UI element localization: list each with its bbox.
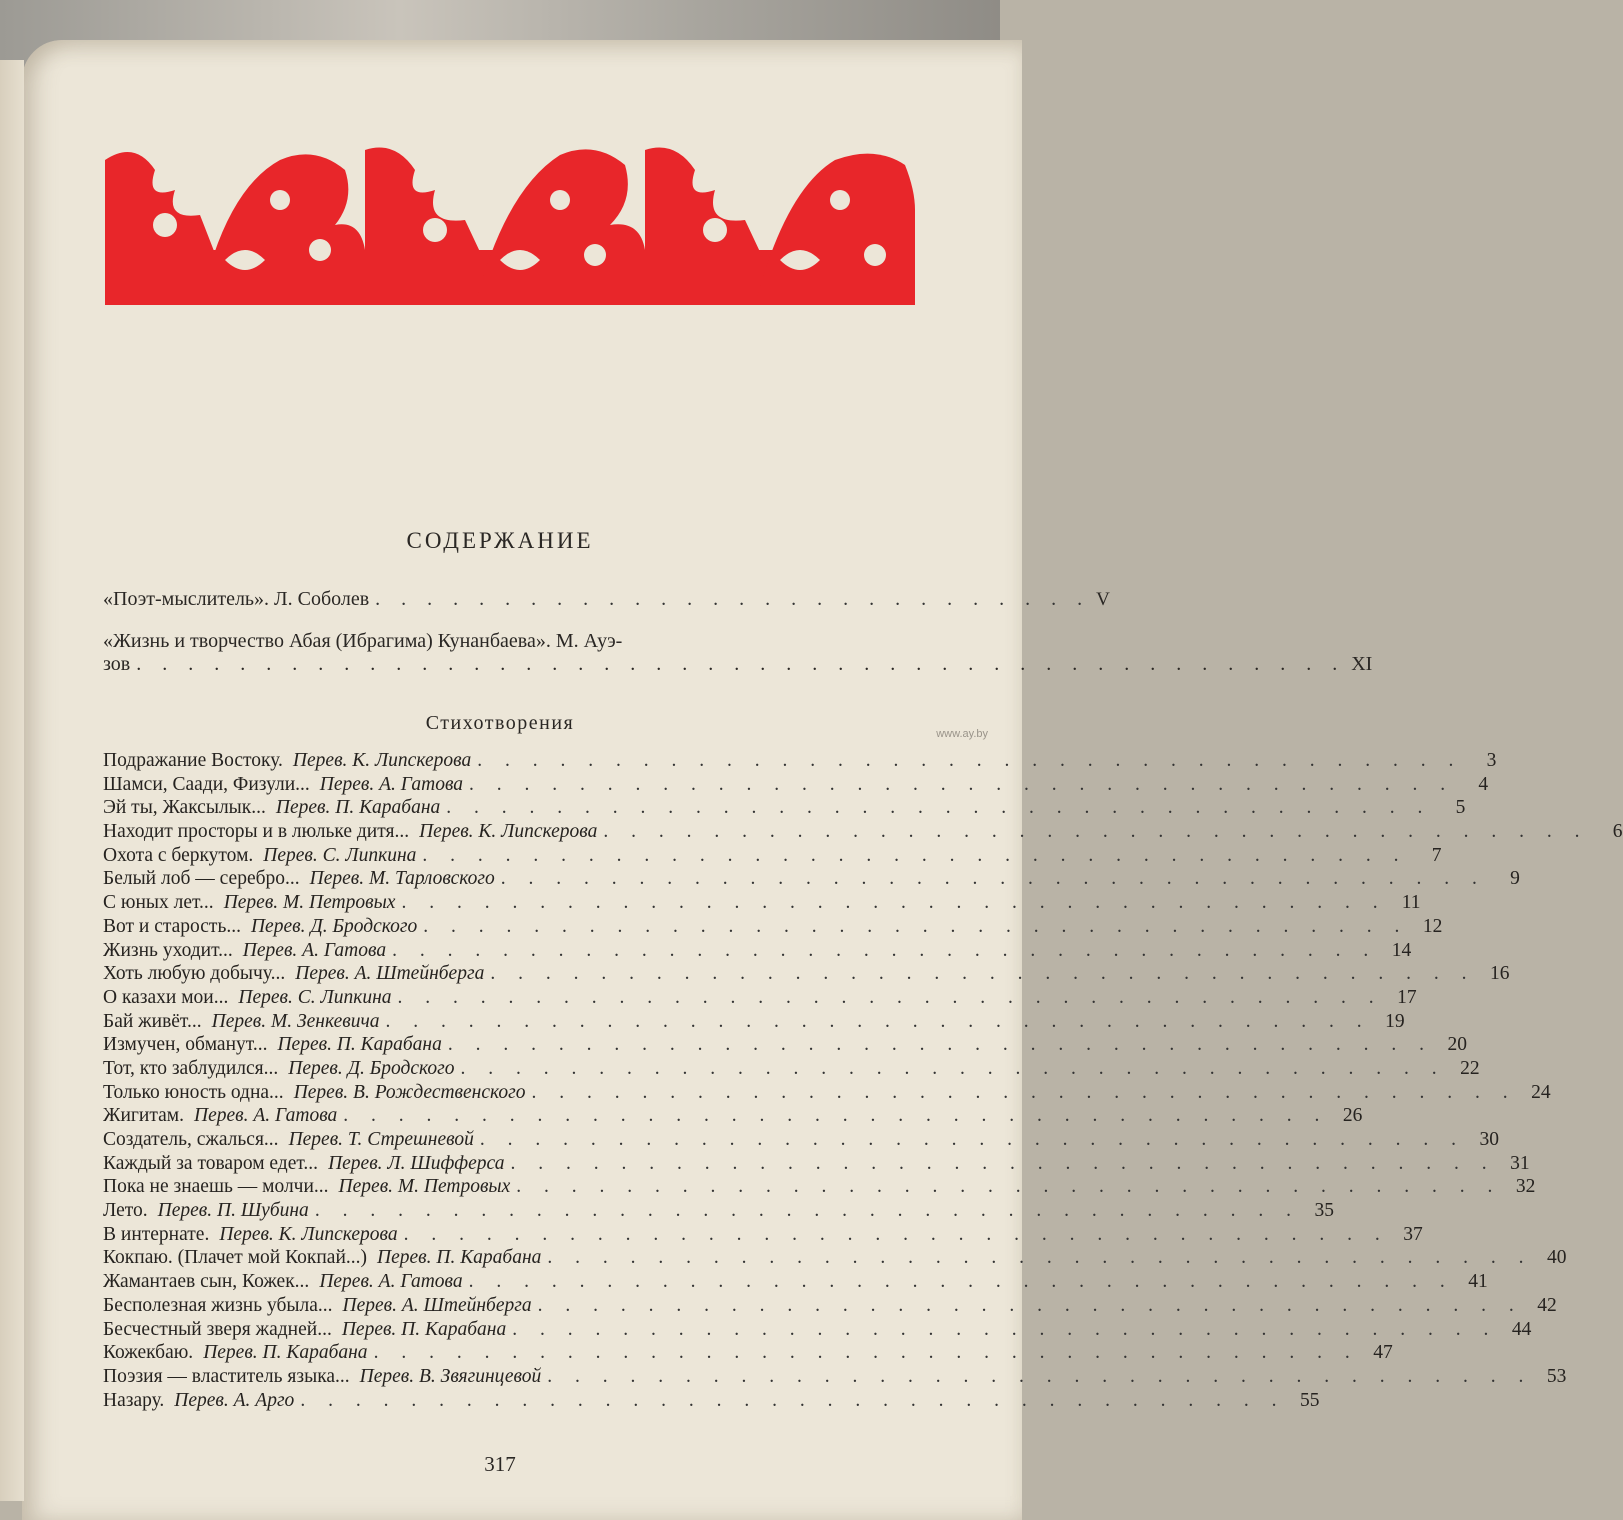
leader-dots: . . . . . . . . . . . . . . . . . . . . . . . . . . . . . . . . . . . . xyxy=(468,1271,1454,1293)
toc-row xyxy=(103,1294,1557,1319)
toc-row xyxy=(103,773,1489,798)
intro-entry xyxy=(103,630,1373,676)
section-title: Стихотворения xyxy=(425,712,575,734)
leader-dots: . . . . . . . . . . . . . . . . . . . . . . . . . . . . . . . . . . . . xyxy=(500,868,1486,890)
toc-translator: Перев. П. Карабана xyxy=(341,1318,507,1340)
toc-page: 3 xyxy=(1486,750,1497,771)
toc-row xyxy=(103,1247,1567,1271)
leader-dots: . . . . . . . . . . . . . . . . . . . . . . . . . . . . . . . . . . . . xyxy=(603,821,1589,843)
leader-dots: . . . . . . . . . . . . . . . . . . . . . . . . . . . . . . . . . . . . xyxy=(401,892,1387,914)
toc-title: Жигитам. xyxy=(103,1105,184,1127)
toc-title: Жизнь уходит... xyxy=(103,939,233,961)
toc-title: Бесчестный зверя жадней... xyxy=(103,1318,332,1340)
toc-title: Хоть любую добычу... xyxy=(103,963,286,985)
toc-translator: Перев. А. Штейнберга xyxy=(342,1294,532,1316)
toc-title: Эй ты, Жаксылык... xyxy=(103,797,266,819)
toc-translator: Перев. М. Тарловского xyxy=(309,868,495,890)
intro-entry-page: V xyxy=(1096,589,1110,610)
leader-dots: . . . . . . . . . . . . . . . . . . . . . . . . . . . . . . . . . . . . xyxy=(479,1129,1465,1150)
toc-page: 37 xyxy=(1403,1223,1423,1245)
toc-title: Лето. xyxy=(103,1200,148,1222)
leader-dots: . . . . . . . . . . . . . . . . . . . . . . . . . . . . . . . . . . . . xyxy=(392,939,1378,961)
leader-dots: . . . . . . . . . . . . . . . . . . . . . . . . . . . . . . . . . . . . xyxy=(469,773,1455,795)
leader-dots: . . . . . . . . . . . . . . . . . . . . . . . . . . . . . . . . . . . . xyxy=(423,915,1409,937)
leader-dots: . . . . . . . . . . . . . . . . . . . . . . . . . . . . . . . . . . . . xyxy=(477,750,1463,771)
page-number: 317 xyxy=(484,1452,516,1476)
toc-row xyxy=(103,1342,1393,1366)
toc-title: Бай живёт... xyxy=(103,1010,202,1032)
leader-dots: . . . . . . . . . . . . . . . . . . . . . . . . . . . . . . . . . . . . xyxy=(447,1034,1433,1056)
toc-translator: Перев. К. Липскерова xyxy=(419,821,598,843)
leader-dots: . . . . . . . . . . . . . . . . . . . . . . . . . . . . . . . . . . . . xyxy=(300,1389,1286,1411)
toc-page: 35 xyxy=(1314,1200,1334,1222)
toc-translator: Перев. П. Шубина xyxy=(157,1200,309,1222)
leader-dots: . . . . . . . . . . . . . . . . . . . . . . . . . . . . . . . . . . . . xyxy=(490,963,1476,985)
leader-dots: . . . . . . . . . . . . . . . . . . . . . . . . . . . . . . . . . . . . xyxy=(547,1247,1533,1269)
leader-dots: . . . . . . . . . . . . . . . . . . . . . . . . . . . . . . . . . . . . xyxy=(343,1105,1329,1127)
toc-translator: Перев. А. Гатова xyxy=(242,939,387,961)
toc-page: 7 xyxy=(1431,844,1442,866)
toc-row xyxy=(103,1152,1530,1177)
toc-row xyxy=(103,1105,1363,1129)
toc-title: Белый лоб — серебро... xyxy=(103,868,300,890)
toc-title: Создатель, сжалься... xyxy=(103,1129,279,1150)
toc-row xyxy=(103,892,1421,916)
toc-translator: Перев. В. Звягинцевой xyxy=(359,1365,542,1387)
leader-dots: . . . . . . . . . . . . . . . . . . . . . . . . . . . . . . . . . . . . xyxy=(385,1010,1371,1032)
table-of-contents xyxy=(103,750,1623,1413)
toc-row xyxy=(103,1365,1567,1390)
toc-row xyxy=(103,1081,1551,1106)
toc-title: Охота с беркутом. xyxy=(103,844,254,866)
toc-page: 17 xyxy=(1397,986,1417,1008)
toc-row xyxy=(103,1389,1320,1414)
intro-entry-title: «Жизнь и творчество Абая (Ибрагима) Кунанбаева». М. Ауэ- xyxy=(103,630,623,652)
leader-dots: . . . . . . . . . . . . . . . . . . . . . . . . . . . . . . . . . . . . xyxy=(314,1200,1300,1222)
toc-translator: Перев. М. Петровых xyxy=(338,1176,511,1198)
toc-page: 55 xyxy=(1299,1389,1320,1411)
toc-row xyxy=(103,868,1520,892)
toc-row xyxy=(103,1057,1480,1082)
toc-page: 32 xyxy=(1515,1176,1536,1198)
toc-page: 12 xyxy=(1422,915,1443,937)
ornament-banner-icon xyxy=(105,130,915,305)
toc-title: Пока не знаешь — молчи... xyxy=(103,1176,329,1198)
toc-row xyxy=(103,1176,1536,1200)
toc-row xyxy=(103,939,1412,964)
leader-dots: . . . . . . . . . . . . . . . . . . . . . . . . . . . . . . . . . . . . xyxy=(422,844,1408,866)
leader-dots: . . . . . . . . . . . . . . . . . . . . . . . . . . . . . . . . . . . . xyxy=(373,1342,1359,1364)
toc-title: Бесполезная жизнь убыла... xyxy=(103,1294,333,1316)
intro-entry-title: «Поэт-мыслитель». Л. Соболев xyxy=(103,588,370,610)
toc-title: Кожекбаю. xyxy=(103,1342,194,1364)
leader-dots: . . . . . . . . . . . . . . . . . . . . . . . . . . . . . . . . . . . . xyxy=(512,1318,1498,1340)
page-title: СОДЕРЖАНИЕ xyxy=(406,528,594,553)
intro-entry xyxy=(103,588,1110,611)
toc-title: Тот, кто заблудился... xyxy=(103,1057,279,1079)
toc-page: 44 xyxy=(1511,1318,1532,1340)
toc-page: 14 xyxy=(1391,939,1412,961)
toc-row xyxy=(103,986,1417,1011)
leader-dots: . . . . . . . . . . . . . . . . . . . . . . . . . . . . . . . . . . . . xyxy=(397,986,1383,1008)
toc-row xyxy=(103,1271,1488,1295)
leader-dots: . . . . . . . . . . . . . . . . . . . . . . . . . . . . . . . . . . . . xyxy=(547,1365,1533,1387)
toc-row xyxy=(103,750,1497,774)
watermark: www.ay.by xyxy=(936,728,988,740)
toc-page: 16 xyxy=(1489,963,1510,985)
toc-row xyxy=(103,1318,1532,1343)
toc-page: 22 xyxy=(1460,1057,1480,1079)
toc-title: Только юность одна... xyxy=(103,1081,284,1103)
toc-translator: Перев. А. Гатова xyxy=(193,1105,338,1127)
toc-translator: Перев. Л. Шифферса xyxy=(328,1152,505,1174)
toc-translator: Перев. П. Карабана xyxy=(377,1247,542,1269)
toc-page: 4 xyxy=(1478,773,1489,795)
toc-translator: Перев. А. Гатова xyxy=(319,773,464,795)
toc-title: Подражание Востоку. xyxy=(103,750,283,771)
toc-row xyxy=(103,797,1466,821)
toc-translator: Перев. К. Липскерова xyxy=(219,1223,398,1245)
toc-row xyxy=(103,821,1623,845)
toc-page: 53 xyxy=(1546,1365,1567,1387)
leader-dots: . . . . . . . . . . . . . . . . . . . . . . . . . . . . . . . . . . . . xyxy=(531,1081,1517,1103)
toc-page: 9 xyxy=(1510,868,1520,890)
toc-translator: Перев. П. Карабана xyxy=(203,1342,368,1364)
leader-dots: . . . . . . . . . . . . . . . . . . . . . . . . . . . . . . . . . . . . xyxy=(446,797,1432,819)
toc-translator: Перев. А. Арго xyxy=(174,1389,295,1411)
toc-page: 19 xyxy=(1385,1010,1405,1032)
page-edge xyxy=(0,60,24,1501)
toc-translator: Перев. А. Штейнберга xyxy=(295,963,485,985)
toc-title: Измучен, обманут... xyxy=(103,1034,268,1056)
leader-dots: . . . . . . . . . . . . . . . . . . . . . . . . . . . . . . . . . . . . xyxy=(537,1294,1523,1316)
toc-translator: Перев. Т. Стрешневой xyxy=(288,1129,474,1150)
leader-dots: . . . . . . . . . . . . . . . . . . . . . . . . . . . . xyxy=(375,588,1091,610)
toc-translator: Перев. А. Гатова xyxy=(319,1271,463,1293)
toc-page: 30 xyxy=(1479,1129,1499,1150)
toc-title: Поэзия — властитель языка... xyxy=(103,1365,350,1387)
toc-title: В интернате. xyxy=(103,1223,210,1245)
toc-page: 31 xyxy=(1510,1152,1530,1174)
toc-page: 41 xyxy=(1468,1271,1488,1293)
leader-dots: . . . . . . . . . . . . . . . . . . . . . . . . . . . . . . . . . . . . xyxy=(460,1057,1446,1079)
toc-page: 42 xyxy=(1537,1294,1557,1316)
toc-page: 26 xyxy=(1342,1105,1363,1127)
toc-translator: Перев. Д. Бродского xyxy=(250,915,418,937)
toc-title: Жамантаев сын, Кожек... xyxy=(103,1271,310,1293)
toc-page: 20 xyxy=(1447,1034,1467,1056)
toc-row xyxy=(103,1129,1499,1153)
toc-page: 40 xyxy=(1547,1247,1567,1269)
toc-translator: Перев. П. Карабана xyxy=(275,797,441,819)
toc-translator: Перев. С. Липкина xyxy=(238,986,392,1008)
leader-dots: . . . . . . . . . . . . . . . . . . . . . . . . . . . . . . . . . . . . xyxy=(403,1223,1389,1245)
toc-title: О казахи мои... xyxy=(103,986,229,1008)
toc-page: 47 xyxy=(1373,1342,1393,1364)
toc-row xyxy=(103,1200,1334,1224)
toc-title: Назару. xyxy=(103,1389,165,1411)
toc-translator: Перев. С. Липкина xyxy=(263,844,417,866)
toc-row xyxy=(103,915,1443,940)
leader-dots: . . . . . . . . . . . . . . . . . . . . . . . . . . . . . . . . . . . . xyxy=(516,1176,1502,1198)
toc-title: С юных лет... xyxy=(103,892,214,914)
leader-dots: . . . . . . . . . . . . . . . . . . . . . . . . . . . . . . . . . . . . . . . . . . . . . . . xyxy=(136,653,1346,675)
toc-row xyxy=(103,1010,1405,1035)
toc-translator: Перев. К. Липскерова xyxy=(292,750,472,771)
toc-title: Шамси, Саади, Физули... xyxy=(103,773,310,795)
toc-translator: Перев. В. Рождественского xyxy=(293,1081,526,1103)
intro-entry-title-continued: зов xyxy=(103,653,131,675)
toc-page: 6 xyxy=(1612,821,1623,843)
toc-page: 5 xyxy=(1455,797,1466,819)
toc-title: Каждый за товаром едет... xyxy=(103,1152,319,1174)
toc-title: Вот и старость... xyxy=(103,915,241,937)
toc-translator: Перев. М. Зенкевича xyxy=(211,1010,380,1032)
intro-entry-page: XI xyxy=(1351,653,1373,675)
toc-page: 24 xyxy=(1531,1081,1551,1103)
toc-row xyxy=(103,963,1510,987)
leader-dots: . . . . . . . . . . . . . . . . . . . . . . . . . . . . . . . . . . . . xyxy=(510,1152,1496,1174)
toc-translator: Перев. М. Петровых xyxy=(223,892,396,914)
toc-row xyxy=(103,1223,1423,1248)
toc-page: 11 xyxy=(1401,892,1421,914)
toc-translator: Перев. Д. Бродского xyxy=(288,1057,455,1079)
toc-row xyxy=(103,844,1442,869)
toc-title: Кокпаю. (Плачет мой Кокпай...) xyxy=(103,1247,368,1269)
toc-title: Находит просторы и в люльке дитя... xyxy=(103,821,410,843)
toc-row xyxy=(103,1034,1467,1058)
toc-translator: Перев. П. Карабана xyxy=(277,1034,442,1056)
